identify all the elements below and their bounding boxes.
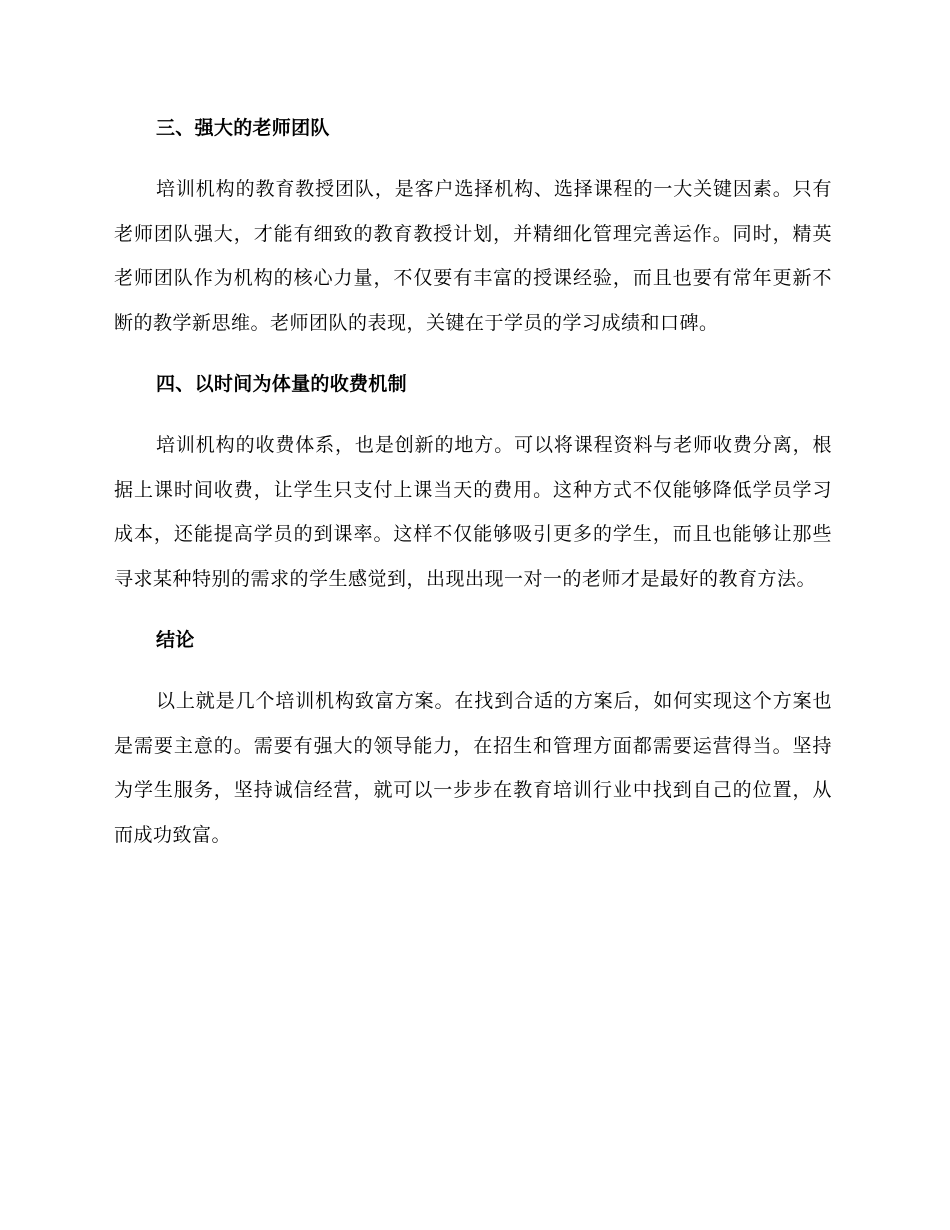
section-fee-mechanism	[114, 369, 832, 601]
section-heading: 三、强大的老师团队	[156, 117, 330, 139]
section-conclusion	[114, 625, 832, 857]
section-paragraph: 培训机构的收费体系，也是创新的地方。可以将课程资料与老师收费分离，根据上课时间收费，让学生只支付上课当天的费用。这种方式不仅能够降低学员学习成本，还能提高学员的到课率。这样不仅能够吸引更多的学生，而且也能够让那些寻求某种特别的需求的学生感觉到，出现出现一对一的老师才是最好的教育方法。	[114, 434, 832, 590]
section-paragraph: 培训机构的教育教授团队，是客户选择机构、选择课程的一大关键因素。只有老师团队强大，才能有细致的教育教授计划，并精细化管理完善运作。同时，精英老师团队作为机构的核心力量，不仅要有丰富的授课经验，而且也要有常年更新不断的教学新思维。老师团队的表现，关键在于学员的学习成绩和口碑。	[114, 178, 832, 334]
section-heading: 四、以时间为体量的收费机制	[156, 373, 407, 395]
section-teacher-team	[114, 113, 832, 345]
section-heading: 结论	[156, 629, 195, 651]
section-paragraph: 以上就是几个培训机构致富方案。在找到合适的方案后，如何实现这个方案也是需要主意的。需要有强大的领导能力，在招生和管理方面都需要运营得当。坚持为学生服务，坚持诚信经营，就可以一步步在教育培训行业中找到自己的位置，从而成功致富。	[114, 690, 832, 846]
